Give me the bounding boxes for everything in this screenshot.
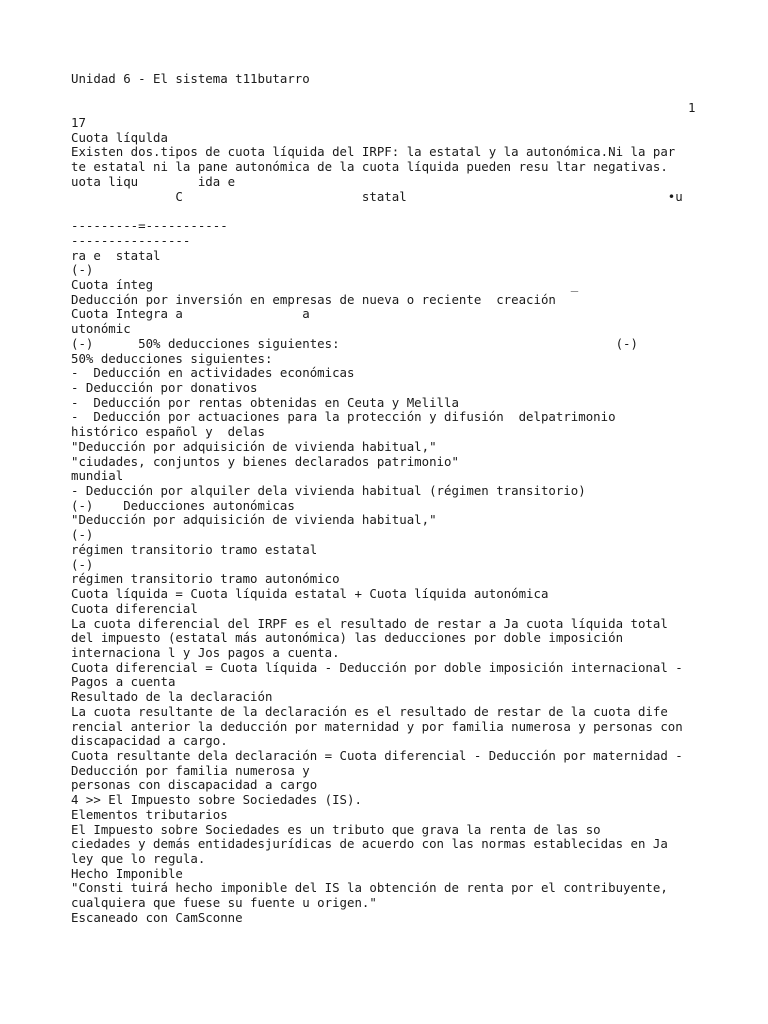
text-line: régimen transitorio tramo autonómico — [71, 571, 340, 587]
text-line: histórico español y delas — [71, 424, 265, 440]
text-line: uota liqu ida e — [71, 173, 236, 189]
text-line: Elementos tributarios — [71, 806, 228, 822]
text-line: La cuota resultante de la declaración es el resultado de restar de la cuota dife — [71, 703, 668, 719]
text-line: del impuesto (estatal más autonómica) las deducciones por doble imposición — [71, 630, 624, 646]
text-line: cualquiera que fuese su fuente u origen." — [71, 895, 377, 911]
text-line: mundial — [71, 468, 124, 484]
text-line: (-) — [71, 556, 94, 572]
text-line: ---------=----------- — [71, 218, 228, 233]
text-line: "ciudades, conjuntos y bienes declarados patrimonio" — [71, 453, 459, 469]
text-line: Cuota ínteg _ — [71, 276, 579, 292]
text-line: (-) Deducciones autonómicas — [71, 497, 295, 513]
text-line: te estatal ni la pane autonómica de la cuota líquida pueden resu ltar negativas. — [71, 159, 668, 175]
text-line: - Deducción por donativos — [71, 380, 258, 395]
text-line: internaciona l y Jos pagos a cuenta. — [71, 644, 340, 660]
text-line: 4 >> El Impuesto sobre Sociedades (IS). — [71, 792, 362, 808]
text-line: ---------------- — [71, 232, 191, 248]
text-line: ley que lo regula. — [71, 851, 206, 866]
text-line: Cuota líquida = Cuota líquida estatal + Cuota líquida autonómica — [71, 586, 549, 601]
text-line: Cuota resultante dela declaración = Cuota diferencial - Deducción por maternidad - — [71, 748, 683, 763]
text-line: - Deducción por alquiler dela vivienda habitual (régimen transitorio) — [71, 483, 586, 498]
text-line: - Deducción por rentas obtenidas en Ceuta y Melilla — [71, 394, 459, 410]
text-line: Resultado de la declaración — [71, 689, 273, 705]
page-number: 1 — [688, 100, 696, 115]
text-line: (-) — [71, 527, 94, 543]
text-line: "Consti tuirá hecho imponible del IS la obtención de renta por el contribuyente, — [71, 880, 668, 896]
text-line: personas con discapacidad a cargo — [71, 777, 318, 793]
text-line: "Deducción por adquisición de vivienda habitual," — [71, 512, 437, 528]
text-line: Escaneado con CamSconne — [71, 909, 243, 925]
text-line: discapacidad a cargo. — [71, 733, 228, 749]
text-line: - Deducción en actividades económicas — [71, 365, 355, 381]
text-line: Cuota diferencial = Cuota líquida - Deducción por doble imposición internacional - — [71, 659, 683, 675]
text-line: Cuota diferencial — [71, 600, 198, 616]
text-line: Deducción por inversión en empresas de nueva o reciente creación — [71, 291, 556, 307]
text-line: ra e statal — [71, 247, 161, 263]
text-line: Pagos a cuenta — [71, 674, 176, 690]
text-line: - Deducción por actuaciones para la protección y difusión delpatrimonio — [71, 409, 616, 425]
text-line: Cuota Integra a a — [71, 306, 310, 322]
text-line: (-) 50% deducciones siguientes: (-) — [71, 335, 638, 351]
text-line: ciedades y demás entidadesjurídicas de acuerdo con las normas establecidas en Ja — [71, 836, 668, 852]
text-line: 17 — [71, 115, 86, 130]
text-line: (-) — [71, 262, 94, 278]
text-line: utonómic — [71, 321, 131, 337]
text-line: Hecho Imponible — [71, 865, 183, 881]
text-line: La cuota diferencial del IRPF es el resultado de restar a Ja cuota líquida total — [71, 615, 668, 631]
text-line: El Impuesto sobre Sociedades es un tributo que grava la renta de las so — [71, 821, 601, 837]
text-line: "Deducción por adquisición de vivienda habitual," — [71, 438, 437, 454]
text-line: 50% deducciones siguientes: — [71, 350, 273, 366]
document-title: Unidad 6 - El sistema t11butarro — [71, 71, 310, 86]
text-line: rencial anterior la deducción por maternidad y por familia numerosa y personas con — [71, 718, 683, 734]
text-line: Deducción por familia numerosa y — [71, 762, 310, 778]
text-line: Cuota líqulda — [71, 129, 168, 145]
text-line: C statal •u — [71, 188, 683, 204]
text-line: Existen dos.tipos de cuota líquida del IRPF: la estatal y la autonómica.Ni la par — [71, 144, 676, 160]
text-line: régimen transitorio tramo estatal — [71, 541, 318, 557]
